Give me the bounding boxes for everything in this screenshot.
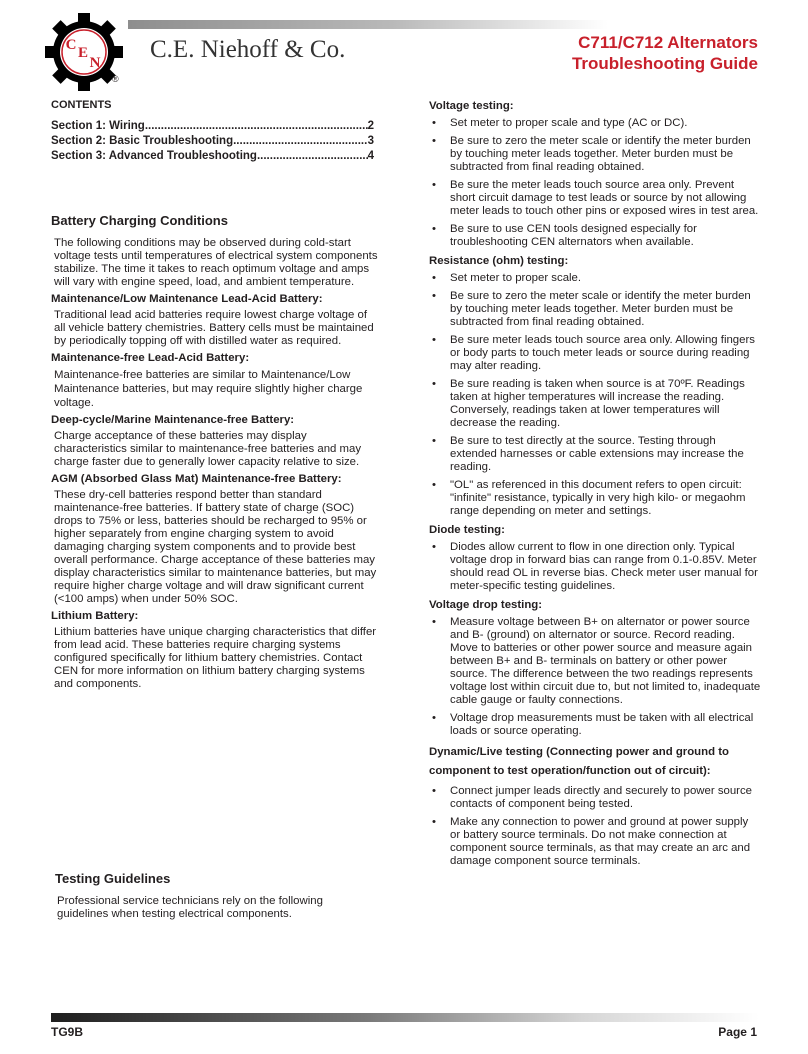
- document-code: TG9B: [51, 1025, 84, 1039]
- header-gradient-bar: [128, 20, 608, 29]
- voltage-drop-list: [429, 616, 761, 738]
- dynamic-testing-list: [429, 785, 761, 868]
- list-item: • Set meter to proper scale and type (AC or DC).: [432, 117, 688, 129]
- voltage-drop-heading: Voltage drop testing:: [429, 599, 543, 611]
- logo-letter-c: C: [65, 37, 77, 53]
- list-item: • Be sure to use CEN tools designed especially for troubleshooting CEN alternators when available.: [432, 223, 697, 248]
- list-item: • Set meter to proper scale.: [432, 272, 582, 284]
- battery-type-text: Charge acceptance of these batteries may display characteristics similar to maintenance-free batteries and may charge faster due to generally lower capacity relative to size.: [54, 430, 362, 468]
- footer-gradient-bar: [51, 1013, 759, 1022]
- toc-entry[interactable]: [51, 119, 374, 134]
- toc-page: 3: [367, 135, 374, 147]
- list-item: • "OL" as referenced in this document refers to open circuit: "infinite" resistance, typically in very high kilo- or megaohm range depending on meter and settings.: [432, 479, 746, 517]
- toc-label: Section 2: Basic Troubleshooting: [51, 135, 234, 147]
- battery-type-heading: Deep-cycle/Marine Maintenance-free Battery:: [51, 414, 295, 426]
- battery-type-heading: Maintenance-free Lead-Acid Battery:: [51, 352, 250, 364]
- list-item: • Voltage drop measurements must be taken with all electrical loads or source operating.: [432, 712, 754, 737]
- logo-letter-e: E: [77, 45, 89, 61]
- battery-type-text: Lithium batteries have unique charging characteristics that differ from lead acid. These batteries require charging systems configured specifically for lithium battery chemistries. Contact CEN for more information on lithium battery charging systems and components.: [54, 626, 377, 690]
- list-item: • Make any connection to power and ground at power supply or battery source terminals. Do not make connection at component source terminals, as that may create an arc and damage component source terminals.: [432, 816, 751, 867]
- battery-type-heading: Lithium Battery:: [51, 610, 139, 622]
- voltage-testing-list: [429, 117, 761, 249]
- list-item: • Connect jumper leads directly and securely to power source contacts of component being tested.: [432, 785, 753, 810]
- list-item: • Measure voltage between B+ on alternator or power source and B- (ground) on alternator or source. Record reading. Move to batteries or other power source and measure again between B+ and B- terminals on battery or other power source. The difference between the two readings represents voltage lost within circuit due to, but not limited to, inadequate cable gauge or faulty connections.: [432, 616, 761, 706]
- toc-entry[interactable]: [51, 134, 374, 149]
- diode-testing-heading: Diode testing:: [429, 524, 505, 536]
- contents-title: CONTENTS: [51, 99, 112, 111]
- battery-type-heading: Maintenance/Low Maintenance Lead-Acid Battery:: [51, 293, 323, 305]
- battery-type-text: Maintenance-free batteries are similar to Maintenance/Low Maintenance batteries, but may require slightly higher charge voltage.: [54, 369, 363, 409]
- dynamic-testing-heading: Dynamic/Live testing (Connecting power and ground to component to test operation/function out of circuit):: [429, 746, 729, 777]
- toc-label: Section 3: Advanced Troubleshooting: [51, 150, 257, 162]
- page-number: Page 1: [718, 1025, 757, 1039]
- title-line-1: C711/C712 Alternators: [578, 33, 758, 52]
- list-item: • Be sure reading is taken when source is at 70ºF. Readings taken at higher temperatures will increase the reading. Conversely, readings taken at lower temperatures will decrease the reading.: [432, 378, 745, 429]
- testing-guidelines-text: Professional service technicians rely on the following guidelines when testing electrical components.: [57, 895, 323, 920]
- logo-letter-n: N: [89, 55, 101, 71]
- list-item: • Be sure the meter leads touch source area only. Prevent short circuit damage to test leads or source by not allowing meter leads to touch other pins or exposed wires in test area.: [432, 179, 759, 217]
- resistance-testing-heading: Resistance (ohm) testing:: [429, 255, 569, 267]
- testing-guidelines-title: Testing Guidelines: [55, 871, 171, 886]
- voltage-testing-heading: Voltage testing:: [429, 100, 514, 112]
- company-name: C.E. Niehoff & Co.: [150, 36, 346, 63]
- battery-type-text: Traditional lead acid batteries require lowest charge voltage of all vehicle battery chemistries. Battery cells must be maintained by periodically topping off with distilled water as required.: [54, 309, 374, 347]
- list-item: • Diodes allow current to flow in one direction only. Typical voltage drop in forward bias can range from 0.1-0.85V. Meter should read OL in reverse bias. Check meter user manual for meter-specific testing guidelines.: [432, 541, 758, 592]
- toc-entry[interactable]: [51, 149, 374, 164]
- list-item: • Be sure to zero the meter scale or identify the meter burden by touching meter leads together. Meter burden must be subtracted from final reading obtained.: [432, 290, 751, 328]
- registered-mark: ®: [112, 74, 119, 84]
- battery-type-heading: AGM (Absorbed Glass Mat) Maintenance-free Battery:: [51, 473, 342, 485]
- toc-page: 4: [367, 150, 374, 162]
- table-of-contents: [51, 119, 374, 164]
- list-item: • Be sure meter leads touch source area only. Allowing fingers or body parts to touch meter leads or source during reading may alter reading.: [432, 334, 755, 372]
- toc-label: Section 1: Wiring: [51, 120, 145, 132]
- document-title: [572, 32, 758, 74]
- battery-section-title: Battery Charging Conditions: [51, 213, 228, 228]
- resistance-testing-list: [429, 272, 761, 518]
- list-item: • Be sure to zero the meter scale or identify the meter burden by touching meter leads together. Meter burden must be subtracted from final reading obtained.: [432, 135, 751, 173]
- title-line-2: Troubleshooting Guide: [571, 54, 758, 73]
- list-item: • Be sure to test directly at the source. Testing through extended harnesses or cable extensions may increase the reading.: [432, 435, 744, 473]
- diode-testing-list: [429, 541, 761, 593]
- battery-type-text: These dry-cell batteries respond better than standard maintenance-free batteries. If battery state of charge (SOC) drops to 75% or less, batteries should be recharged to 95% or higher separately from engine charging system to avoid damaging charging system components and to provide best overall performance. Charge acceptance of these batteries may display characteristics similar to maintenance batteries, but may require higher charge voltage and will draw significant current (<100 amps) when under 50% SOC.: [54, 489, 377, 605]
- battery-intro: The following conditions may be observed during cold-start voltage tests until temperatures of electrical system components stabilize. The time it takes to reach optimum voltage and amps will vary with engine speed, load, and ambient temperature.: [54, 237, 378, 288]
- testing-procedures: [429, 99, 761, 873]
- battery-section-body: [51, 237, 381, 691]
- toc-page: 2: [367, 120, 374, 132]
